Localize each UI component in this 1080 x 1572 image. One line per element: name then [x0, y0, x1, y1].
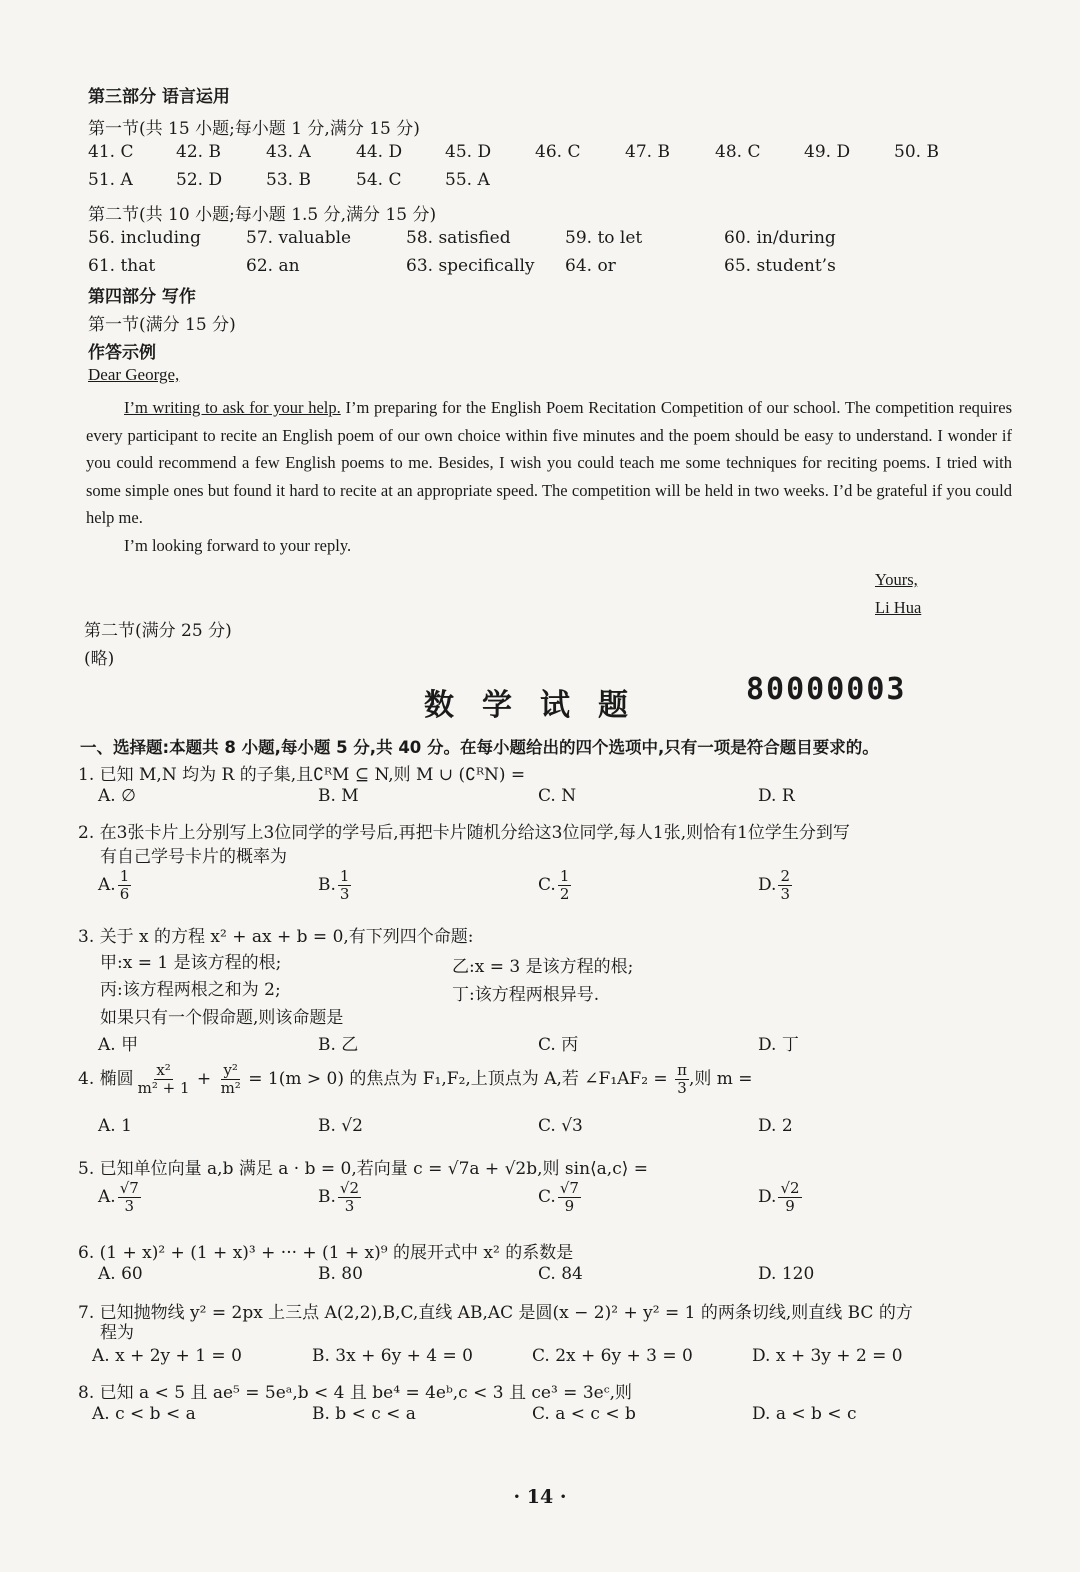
part3-section2-title: 第二节(共 10 小题;每小题 1.5 分,满分 15 分): [88, 205, 437, 225]
part4-section1-title: 第一节(满分 15 分): [88, 315, 236, 335]
q3-statement-ding: 丁:该方程两根异号.: [452, 985, 600, 1005]
letter-main-text: I’m preparing for the English Poem Recitation Competition of our school. The competition requires every participant to recite an English poem of our own choice within five minutes and the poem should be easy to understand. I wonder if you could recommend a few English poems to me. Besides, I wish you could teach me some techniques for reciting poems. I tried with some simple ones but found it hard to recite at an appropriate speed. The competition will be held in two weeks. I’d be grateful if you could help me.: [86, 398, 1012, 527]
question-7-line2: 程为: [100, 1323, 134, 1343]
part4-omitted-note: (略): [84, 649, 115, 669]
q4-option-c: C. √3: [538, 1116, 583, 1136]
answer-52: 52. D: [176, 170, 223, 190]
answer-45: 45. D: [445, 142, 492, 162]
answer-49: 49. D: [804, 142, 851, 162]
sample-answer-label: 作答示例: [88, 343, 156, 363]
q1-option-c: C. N: [538, 786, 577, 806]
answer-42: 42. B: [176, 142, 221, 162]
q3-option-a: A. 甲: [98, 1035, 139, 1055]
question-6: 6. (1 + x)² + (1 + x)³ + ··· + (1 + x)⁹ 的展开式中 x² 的系数是: [78, 1243, 574, 1263]
q7-option-b: B. 3x + 6y + 4 = 0: [312, 1346, 473, 1366]
part4-section2-title: 第二节(满分 25 分): [84, 621, 232, 641]
q6-option-d: D. 120: [758, 1264, 815, 1284]
part3-section1-title: 第一节(共 15 小题;每小题 1 分,满分 15 分): [88, 119, 420, 139]
question-4: 4. 椭圆 $\frac{\text{x²}}{\text{m² + 1}}$ + $\frac{\text{y²}}{\text{m²}}$ = 1(m > 0) 的焦点为 F₁,F₂,上顶点为 A,若 ∠F₁AF₂ = $\frac{\pi}{3}$ ,则 m =: [78, 1061, 753, 1097]
q7-option-c: C. 2x + 6y + 3 = 0: [532, 1346, 693, 1366]
question-8-options: [92, 1404, 998, 1448]
q8-option-a: A. c < b < a: [92, 1404, 196, 1424]
answer-55: 55. A: [445, 170, 490, 190]
answer-51: 51. A: [88, 170, 133, 190]
q4-option-a: A. 1: [98, 1116, 132, 1136]
answer-46: 46. C: [535, 142, 581, 162]
q3-option-b: B. 乙: [318, 1035, 359, 1055]
q3-statement-yi: 乙:x = 3 是该方程的根;: [452, 957, 634, 977]
q6-option-b: B. 80: [318, 1264, 363, 1284]
question-8: 8. 已知 a < 5 且 ae⁵ = 5eᵃ,b < 4 且 be⁴ = 4eᵇ,c < 3 且 ce³ = 3eᶜ,则: [78, 1383, 632, 1403]
q8-option-b: B. b < c < a: [312, 1404, 416, 1424]
question-2-line1: 2. 在3张卡片上分别写上3位同学的学号后,再把卡片随机分给这3位同学,每人1张,则恰有1位学生分到写: [78, 823, 850, 843]
q1-option-b: B. M: [318, 786, 359, 806]
q8-option-c: C. a < c < b: [532, 1404, 636, 1424]
answer-41: 41. C: [88, 142, 134, 162]
question-2-options: [98, 868, 998, 912]
question-5-options: [98, 1180, 998, 1224]
q5-option-b: B. $\frac{√2}{3}$: [318, 1179, 360, 1215]
answer-53: 53. B: [266, 170, 311, 190]
q8-option-d: D. a < b < c: [752, 1404, 857, 1424]
answer-62: 62. an: [246, 256, 300, 276]
q3-option-d: D. 丁: [758, 1035, 799, 1055]
exam-code-stamp: 80000003: [746, 672, 907, 707]
q3-statement-bing: 丙:该方程两根之和为 2;: [100, 980, 281, 1000]
q2-option-c: C. $\frac{1}{2}$: [538, 867, 570, 903]
answer-50: 50. B: [894, 142, 939, 162]
answer-44: 44. D: [356, 142, 403, 162]
answer-63: 63. specifically: [406, 256, 535, 276]
q5-option-a: A. $\frac{√7}{3}$: [98, 1179, 139, 1215]
q4-option-d: D. 2: [758, 1116, 793, 1136]
math-exam-title: 数学试题: [424, 688, 656, 723]
q5-option-c: C. $\frac{√7}{9}$: [538, 1179, 579, 1215]
answer-48: 48. C: [715, 142, 761, 162]
math-section-instructions: 一、选择题:本题共 8 小题,每小题 5 分,共 40 分。在每小题给出的四个选项中,只有一项是符合题目要求的。: [80, 738, 879, 757]
page-number: · 14 ·: [513, 1486, 567, 1508]
question-3: 3. 关于 x 的方程 x² + ax + b = 0,有下列四个命题:: [78, 927, 474, 947]
answer-56: 56. including: [88, 228, 201, 248]
letter-closing-line: I’m looking forward to your reply.: [124, 535, 352, 555]
q4-option-b: B. √2: [318, 1116, 363, 1136]
question-7-line1: 7. 已知抛物线 y² = 2px 上三点 A(2,2),B,C,直线 AB,AC 是圆(x − 2)² + y² = 1 的两条切线,则直线 BC 的方: [78, 1303, 913, 1323]
answer-58: 58. satisfied: [406, 228, 511, 248]
letter-sign-off: Yours,: [875, 570, 918, 589]
question-2-line2: 有自己学号卡片的概率为: [100, 847, 287, 867]
letter-body: [86, 394, 1012, 559]
answer-60: 60. in/during: [724, 228, 836, 248]
question-1: 1. 已知 M,N 均为 R 的子集,且∁ᴿM ⊆ N,则 M ∪ (∁ᴿN) =: [78, 765, 526, 785]
answer-43: 43. A: [266, 142, 311, 162]
q2-option-b: B. $\frac{1}{3}$: [318, 867, 350, 903]
answer-61: 61. that: [88, 256, 156, 276]
letter-opening-sentence: I’m writing to ask for your help.: [124, 398, 341, 417]
q1-option-d: D. R: [758, 786, 795, 806]
answer-57: 57. valuable: [246, 228, 352, 248]
q2-option-a: A. $\frac{1}{6}$: [98, 867, 130, 903]
answer-47: 47. B: [625, 142, 670, 162]
part3-heading: 第三部分 语言运用: [88, 87, 230, 107]
q5-option-d: D. $\frac{√2}{9}$: [758, 1179, 800, 1215]
q1-option-a: A. ∅: [98, 786, 136, 806]
q7-option-d: D. x + 3y + 2 = 0: [752, 1346, 903, 1366]
letter-greeting: Dear George,: [88, 365, 180, 384]
q7-option-a: A. x + 2y + 1 = 0: [92, 1346, 242, 1366]
q3-statement-jia: 甲:x = 1 是该方程的根;: [100, 953, 282, 973]
letter-signature-name: Li Hua: [875, 598, 922, 617]
answer-65: 65. student’s: [724, 256, 836, 276]
q3-question: 如果只有一个假命题,则该命题是: [100, 1008, 344, 1028]
part4-heading: 第四部分 写作: [88, 287, 196, 307]
q3-option-c: C. 丙: [538, 1035, 579, 1055]
q2-option-d: D. $\frac{2}{3}$: [758, 867, 790, 903]
q6-option-a: A. 60: [98, 1264, 143, 1284]
q6-option-c: C. 84: [538, 1264, 583, 1284]
answer-59: 59. to let: [565, 228, 643, 248]
answer-54: 54. C: [356, 170, 402, 190]
question-5: 5. 已知单位向量 a,b 满足 a · b = 0,若向量 c = √7a + √2b,则 sin⟨a,c⟩ =: [78, 1159, 648, 1179]
answer-64: 64. or: [565, 256, 616, 276]
